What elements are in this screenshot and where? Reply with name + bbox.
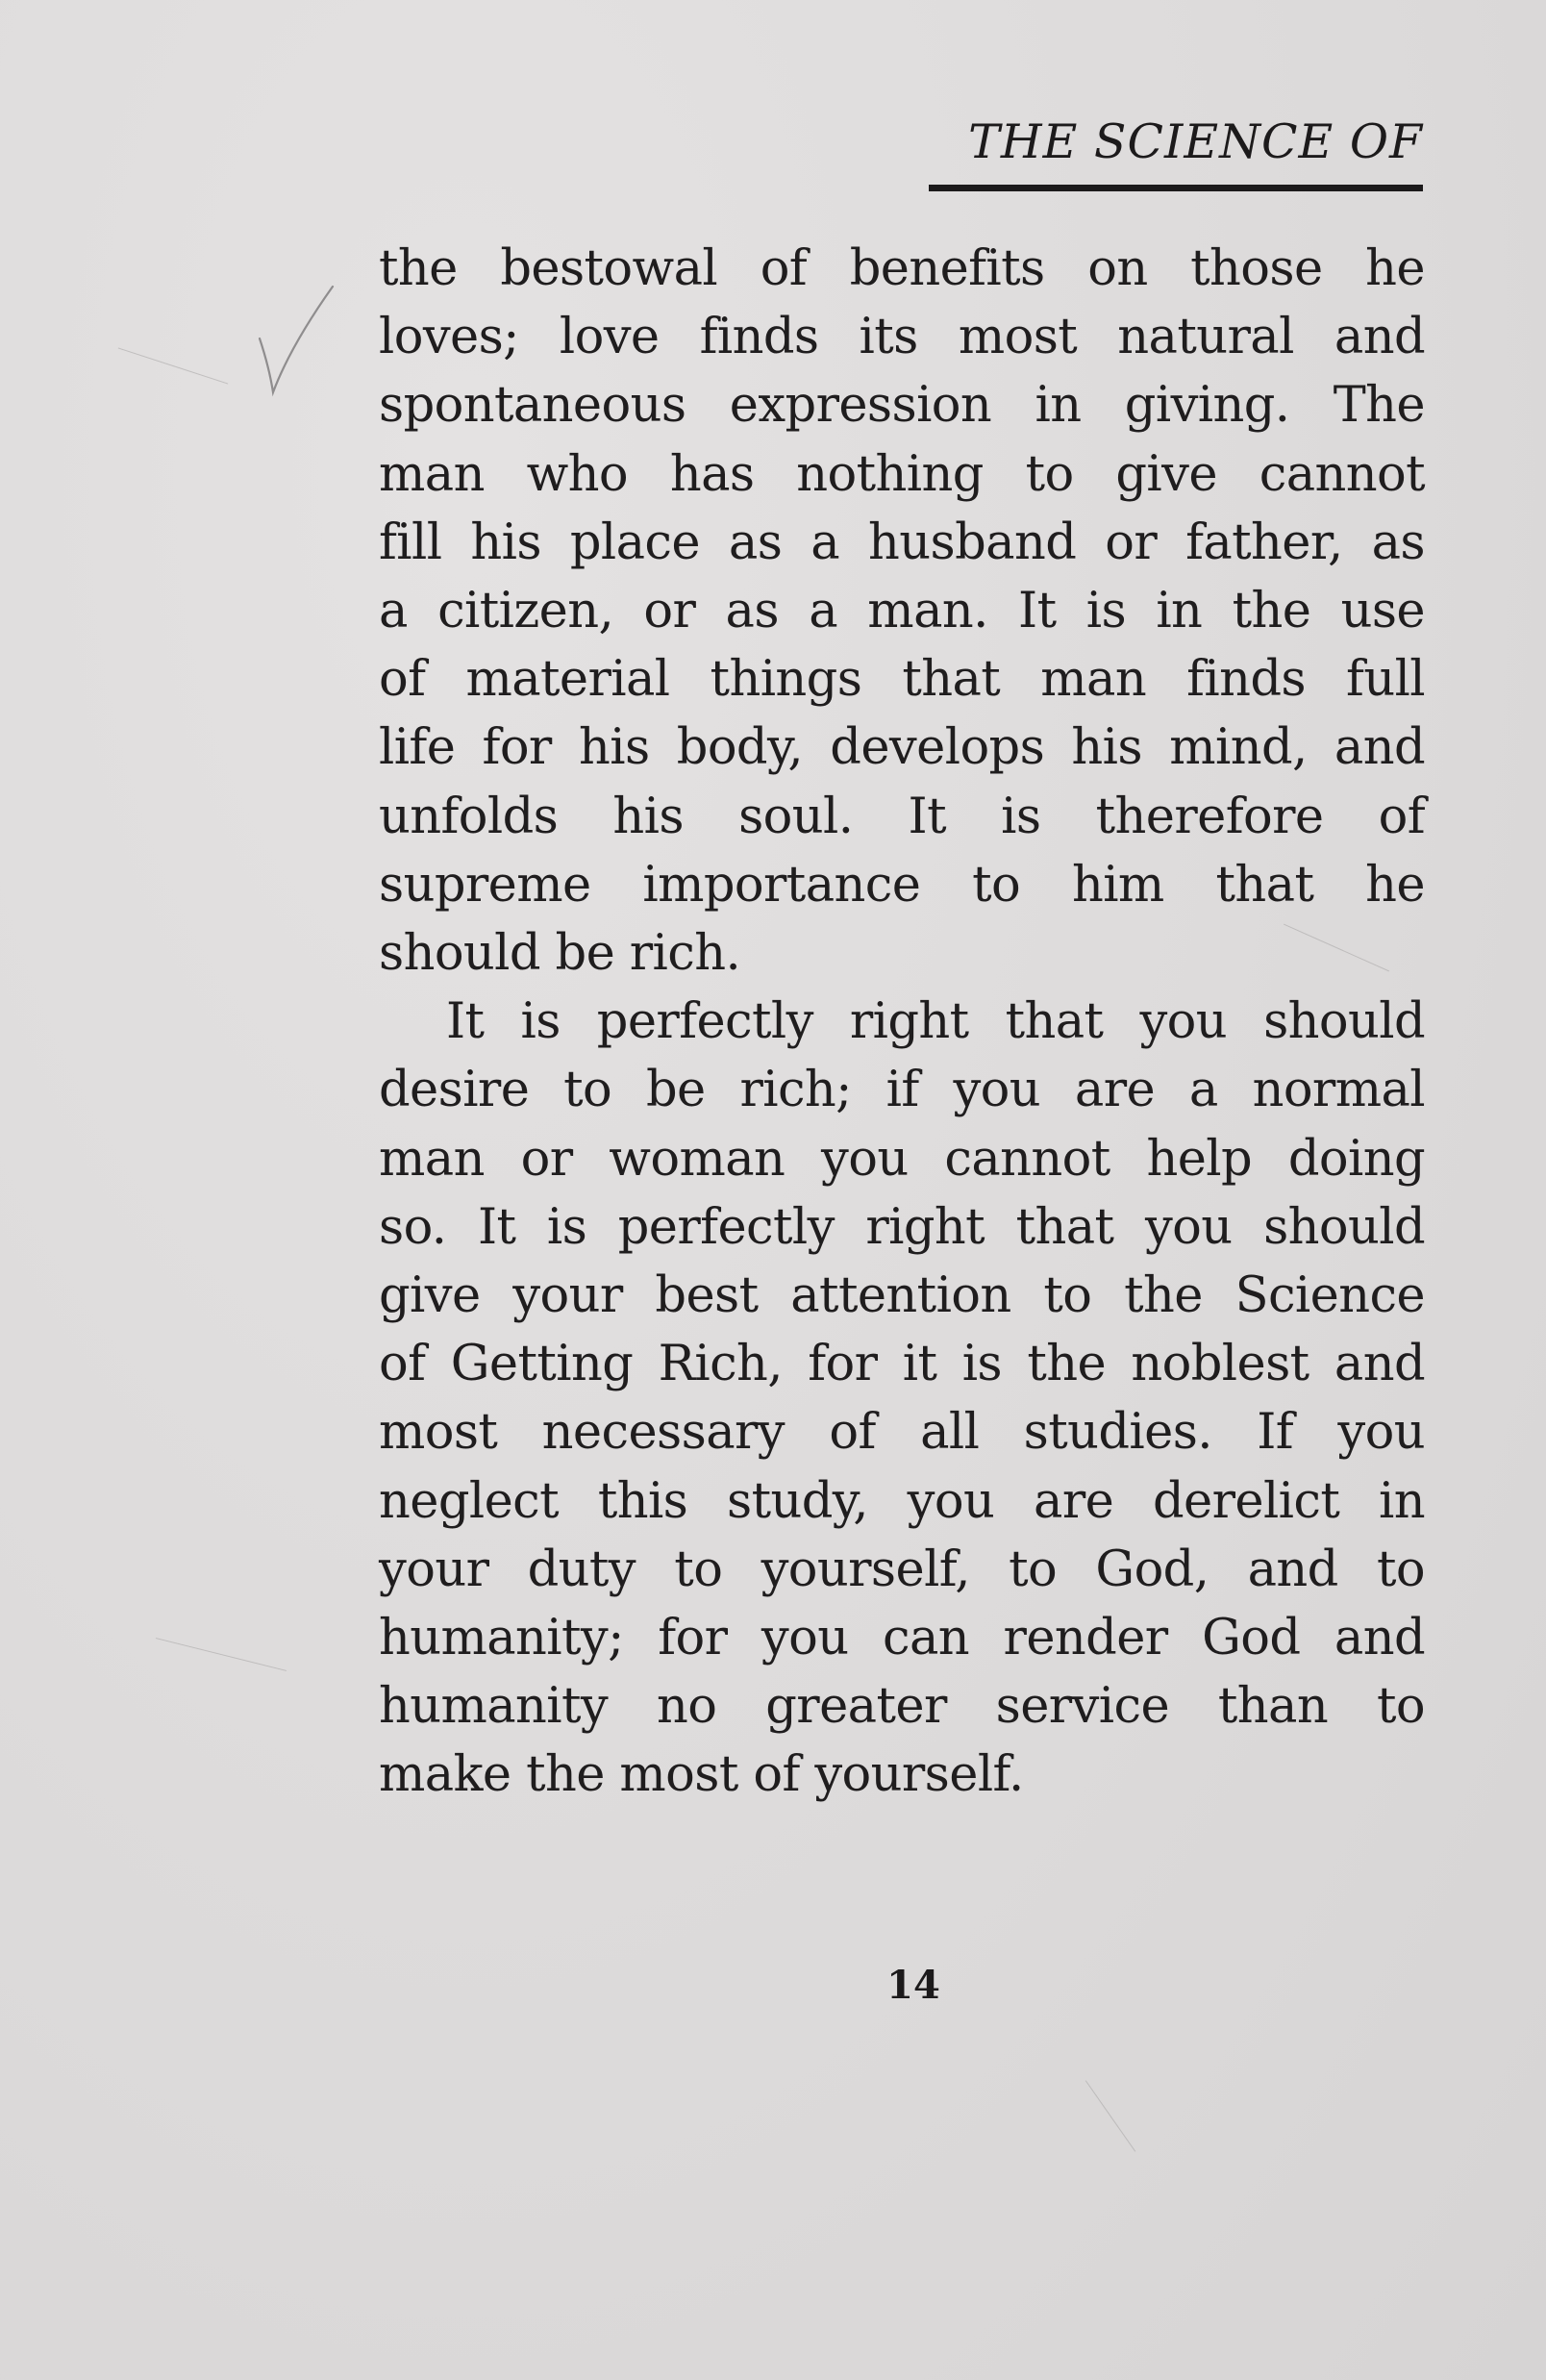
paper-scratch xyxy=(1085,2080,1135,2151)
paper-scratch xyxy=(118,347,228,384)
body-text xyxy=(379,235,1425,1810)
paper-scratch xyxy=(156,1638,287,1671)
paragraph-2 xyxy=(379,988,1425,1809)
text-line: spontaneous expression in giving. The xyxy=(379,377,1425,435)
text-line: neglect this study, you are derelict in xyxy=(379,1472,1425,1530)
running-head: THE SCIENCE OF xyxy=(968,114,1423,169)
text-line: fill his place as a husband or father, as xyxy=(379,514,1425,571)
page-number: 14 xyxy=(886,1963,940,2008)
text-line: desire to be rich; if you are a normal xyxy=(379,1062,1425,1119)
paragraph-1 xyxy=(379,235,1425,988)
text-line: humanity no greater service than to xyxy=(379,1678,1425,1736)
text-line: unfolds his soul. It is therefore of xyxy=(379,788,1425,845)
text-line: man who has nothing to give cannot xyxy=(379,445,1425,503)
header-rule xyxy=(929,185,1423,191)
text-line: so. It is perfectly right that you should xyxy=(379,1198,1425,1256)
text-line: your duty to yourself, to God, and to xyxy=(379,1541,1425,1598)
text-line: make the most of yourself. xyxy=(379,1746,1024,1804)
pencil-check-mark xyxy=(252,279,338,404)
text-line: most necessary of all studies. If you xyxy=(379,1404,1425,1462)
text-line: a citizen, or as a man. It is in the use xyxy=(379,583,1425,640)
text-line: give your best attention to the Science xyxy=(379,1267,1425,1325)
text-line: humanity; for you can render God and xyxy=(379,1610,1425,1667)
text-line: of material things that man finds full xyxy=(379,651,1425,709)
text-line: man or woman you cannot help doing xyxy=(379,1130,1425,1188)
text-line: of Getting Rich, for it is the noblest and xyxy=(379,1336,1425,1393)
text-line: supreme importance to him that he xyxy=(379,856,1425,914)
text-line: life for his body, develops his mind, and xyxy=(379,719,1425,777)
text-line: It is perfectly right that you should xyxy=(446,993,1425,1051)
text-line: should be rich. xyxy=(379,925,741,983)
text-line: loves; love finds its most natural and xyxy=(379,309,1425,366)
text-line: the bestowal of benefits on those he xyxy=(379,240,1425,297)
